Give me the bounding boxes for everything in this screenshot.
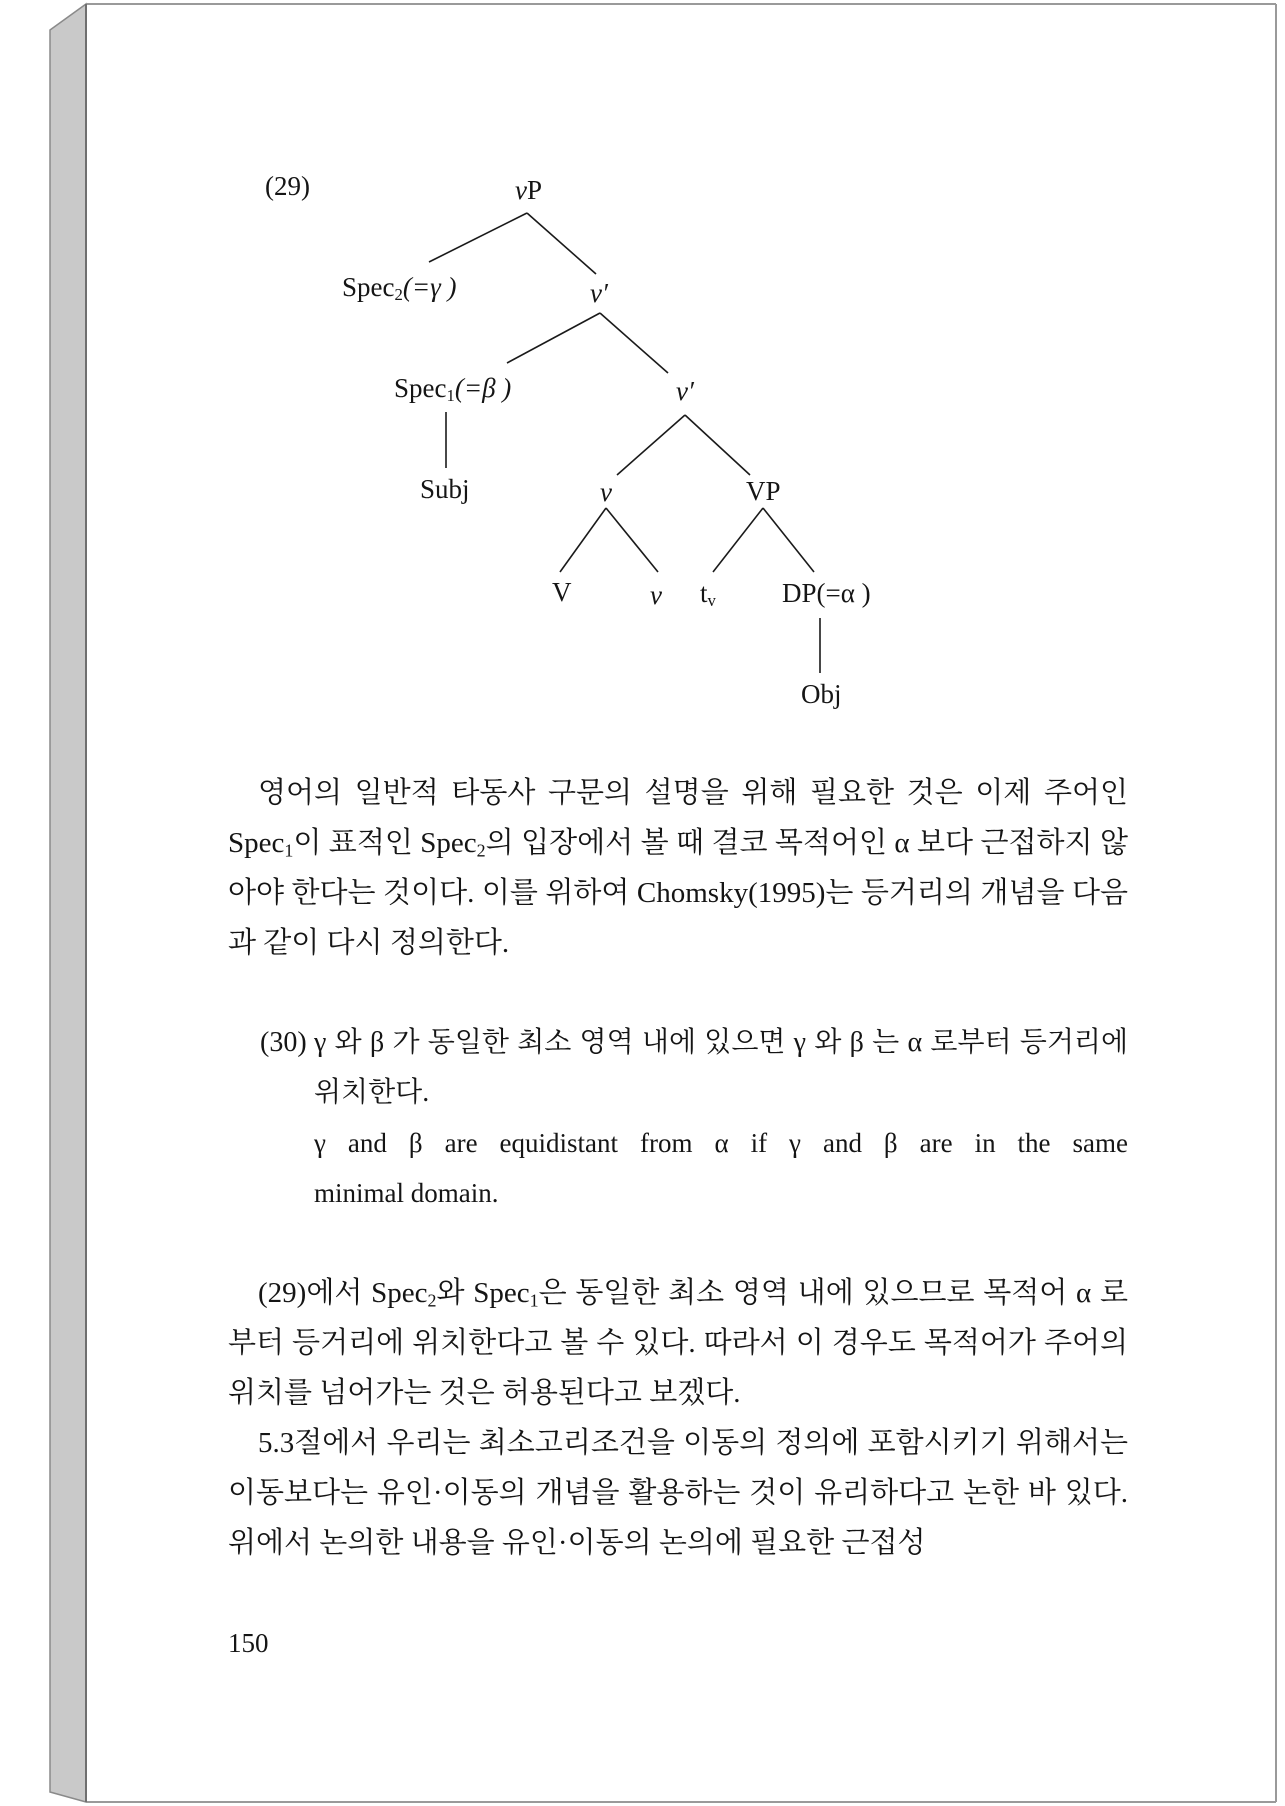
tree-node-V: V xyxy=(552,577,572,607)
paragraph-1: 영어의 일반적 타동사 구문의 설명을 위해 필요한 것은 이제 주어인 Spec$_1$이 표적인 Spec$_2$의 입장에서 볼 때 결코 목적어인 α 보다 근접하지 않아야 한다는 것이다. 이를 위하여 Chomsky(1995)는 등거리의 개념을 다음과 같이 다시 정의한다. xyxy=(228,777,1128,959)
tree-node-VP: VP xyxy=(746,476,781,506)
edge-VP-tv xyxy=(713,508,763,572)
tree-node-subj: Subj xyxy=(420,474,470,504)
tree-node-spec1: Spec$_1$(=β ) xyxy=(394,373,512,406)
tree-node-trace-v: $t_v$ xyxy=(700,578,716,611)
page-number: 150 xyxy=(228,1628,269,1658)
edge-v-V xyxy=(560,508,606,572)
example-30-korean: γ 와 β 가 동일한 최소 영역 내에 있으면 γ 와 β 는 α 로부터 등거리에 위치한다. xyxy=(314,1027,1128,1108)
tree-node-vP: vP xyxy=(515,175,543,205)
edge-vbar1-vbar2 xyxy=(600,313,668,373)
tree-node-v-head: v xyxy=(600,477,612,507)
tree-node-spec2: Spec$_2$(=γ ) xyxy=(342,272,457,305)
tree-node-obj: Obj xyxy=(801,679,842,709)
edge-vbar2-VP xyxy=(685,415,750,475)
edge-vP-spec2 xyxy=(429,213,527,262)
paragraph-2: (29)에서 Spec$_2$와 Spec$_1$은 동일한 최소 영역 내에 있으므로 목적어 α 로부터 등거리에 위치한다고 볼 수 있다. 따라서 이 경우도 목적어가 주어의 위치를 넘어가는 것은 허용된다고 보겠다. xyxy=(228,1277,1128,1409)
example-number-29: (29) xyxy=(265,171,310,201)
edge-vbar2-v xyxy=(617,415,685,475)
example-30 xyxy=(260,1018,1128,1218)
edge-VP-DP xyxy=(763,508,814,572)
paragraph-3: 5.3절에서 우리는 최소고리조건을 이동의 정의에 포함시키기 위해서는 이동보다는 유인·이동의 개념을 활용하는 것이 유리하다고 논한 바 있다. 위에서 논의한 내용을 유인·이동의 논의에 필요한 근접성 xyxy=(228,1427,1128,1559)
example-30-english-line-2: minimal domain. xyxy=(314,1178,499,1208)
edge-vbar1-spec1 xyxy=(507,313,600,363)
tree-node-v-small: v xyxy=(650,580,662,610)
tree-node-vbar1: v′ xyxy=(590,278,608,308)
example-number-30: (30) xyxy=(260,1027,307,1058)
tree-node-vbar2: v′ xyxy=(676,376,694,406)
edge-v-v xyxy=(606,508,658,572)
tree-node-DP: DP(=α ) xyxy=(782,578,871,608)
edge-vP-vbar1 xyxy=(527,213,596,274)
syntax-tree-lines xyxy=(0,0,1285,720)
example-30-english-line-1: γ and β are equidistant from α if γ and β are in the same xyxy=(314,1128,1128,1158)
